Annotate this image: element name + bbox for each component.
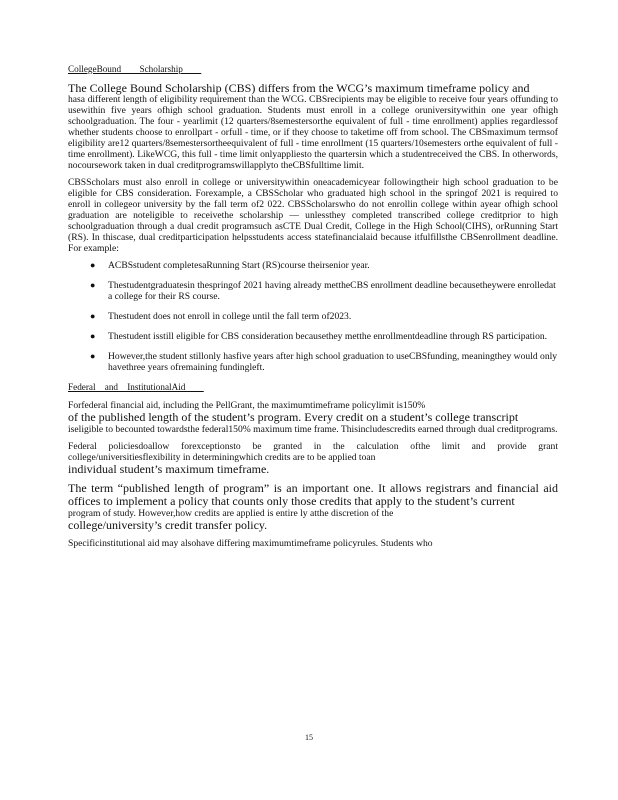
paragraph-published-length: The term “published length of program” is an important one. It allows registrars and financial aid offices to implement a policy that counts only those credits that apply to the student’s current program of study. However,how credits are applied is entire ly atthe discretion of the college/university’s credit transfer policy. (68, 481, 558, 532)
section-heading-federal-aid: Federal and InstitutionalAid (68, 382, 204, 392)
section-heading-college-bound: CollegeBound Scholarship (68, 64, 202, 74)
paragraph-cbs-lead: The College Bound Scholarship (CBS) differs from the WCG’s maximum timeframe policy and (68, 81, 530, 95)
paragraph-cbs-eligibility: hasa different length of eligibility requirement than the WCG. CBSrecipients may be eligible to receive four years offunding to usewithin five years ofhigh school graduation. Students must enroll in a college oruniversitywithin one year ofhigh schoolgraduation. The four - yearlimit (12 quarters/8semestersorthe equivalent of full - time enrollment) applies regardlessof whether students choose to enrollpart - orfull - time, or if they choose to taketime off from school. The CBSmaximum termsof eligibility are12 quarters/8semestersortheequivalent of full - time enrollment (15 quarters/10semesters orthe equivalent of full - time enrollment). LikeWCG, this full - time limit onlyappliesto the quartersin which a studentreceived the CBS. In otherwords, nocoursework taken in dual creditprogramswillapplyto theCBSfulltime limit. (68, 94, 558, 171)
paragraph-federal-aid: Forfederal financial aid, including the PellGrant, the maximumtimeframe policylimit is150% of the published length of the student’s program. Every credit on a student’s college transcript iseligible to becounted towardsthe federal150% maximum time frame. Thisincludescredits earned through dual creditprograms. (68, 400, 558, 435)
bullet-icon: ● (90, 351, 96, 361)
document-page (68, 64, 558, 555)
bullet-icon: ● (90, 260, 96, 270)
bullet-icon: ● (90, 331, 96, 341)
list-item: ● Thestudentgraduatesin thespringof 2021 having already mettheCBS enrollment deadline becausetheywere enrolledat a college for their RS course. (90, 280, 556, 302)
list-item: ● However,the student stillonly hasfive years after high school graduation to useCBSfunding, meaningthey would only havethree years ofremaining fundingleft. (90, 351, 558, 373)
list-item: ● Thestudent isstill eligible for CBS consideration becausethey metthe enrollmentdeadline through RS participation. (90, 331, 548, 342)
paragraph-federal-exceptions: Federal policiesdoallow forexceptionsto be granted in the calculation ofthe limit and provide grant college/universitiesflexibility in determiningwhich credits are to be applied toan individual student’s maximum timeframe. (68, 441, 558, 476)
page-number: 15 (305, 733, 313, 742)
paragraph-institutional-aid: Specificinstitutional aid may alsohave differing maximumtimeframe policyrules. Students who (68, 538, 433, 549)
list-item: ● Thestudent does not enroll in college until the fall term of2023. (90, 311, 352, 322)
example-list (68, 260, 558, 373)
bullet-icon: ● (90, 311, 96, 321)
bullet-icon: ● (90, 280, 96, 290)
paragraph-cbs-enrollment: CBSScholars must also enroll in college or universitywithin oneacademicyear followingtheir high school graduation to be eligible for CBS consideration. Forexample, a CBSScholar who graduated high school in the springof 2021 is required to enroll in collegeor university by the fall term of2 022. CBSScholarswho do not enrollin college within ayear ofhigh school graduation are noteligible to receivethe scholarship — unlessthey completed transcribed college creditprior to high schoolgraduation through a dual credit programsuch asCTE Dual Credit, College in the High School(CIHS), orRunning Start (RS). In thiscase, dual creditparticipation helpsstudents access statefinancialaid because itfulfillsthe CBSenrollment deadline. For example: (68, 177, 558, 254)
list-item: ● ACBSstudent completesaRunning Start (RS)course theirsenior year. (90, 260, 370, 271)
